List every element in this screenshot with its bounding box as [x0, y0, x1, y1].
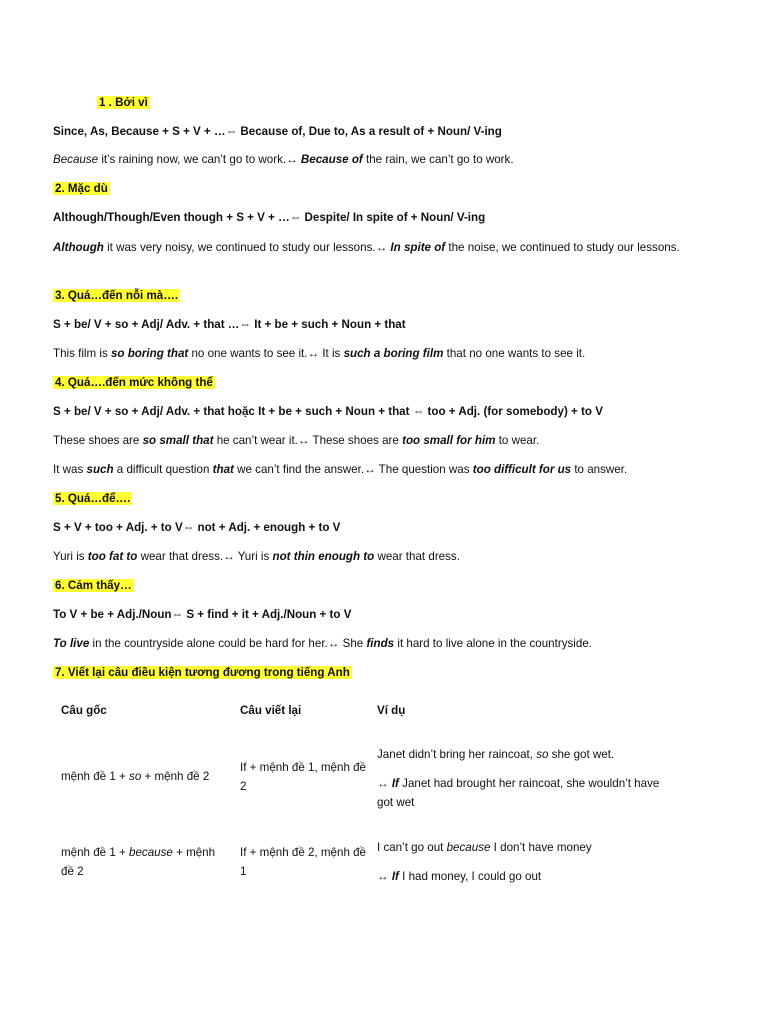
heading-1: 1 . Bởi vì: [99, 96, 148, 109]
table-row2-rewrite: If + mệnh đề 2, mệnh đề 1: [240, 846, 367, 878]
heading-7: 7. Viết lại câu điều kiện tương đương trong tiếng Anh: [55, 666, 350, 679]
table-row1-example2: ↔ If Janet had brought her raincoat, she wouldn’t have got wet: [377, 777, 660, 809]
example-2: Although it was very noisy, we continued to study our lessons.↔ In spite of the noise, we continued to study our lessons.: [53, 241, 680, 254]
formula-5: S + V + too + Adj. + to V⇔ not + Adj. + enough + to V: [53, 521, 341, 534]
table-row2-original: mệnh đề 1 + because + mệnh đề 2: [61, 846, 216, 878]
heading-3: 3. Quá…đến nỗi mà….: [55, 289, 179, 302]
example-1: Because it’s raining now, we can’t go to work.↔ Because of the rain, we can’t go to work.: [53, 153, 514, 166]
heading-6: 6. Cảm thấy…: [55, 579, 132, 592]
table-row2-example1: I can’t go out because I don’t have money: [377, 841, 592, 854]
table-header-original: Câu gốc: [61, 704, 107, 717]
formula-4: S + be/ V + so + Adj/ Adv. + that hoặc It + be + such + Noun + that ⇔ too + Adj. (for somebody) + to V: [53, 405, 603, 418]
heading-5: 5. Quá…để….: [55, 492, 131, 505]
formula-3: S + be/ V + so + Adj/ Adv. + that …⇔ It + be + such + Noun + that: [53, 318, 406, 331]
example-3: This film is so boring that no one wants to see it.↔ It is such a boring film that no one wants to see it.: [53, 347, 586, 360]
heading-2: 2. Mặc dù: [55, 182, 108, 195]
table-row2-example2: ↔ If I had money, I could go out: [377, 870, 542, 883]
example-4a: These shoes are so small that he can’t wear it.↔ These shoes are too small for him to wear.: [53, 434, 540, 447]
formula-1: Since, As, Because + S + V + …⇔ Because of, Due to, As a result of + Noun/ V-ing: [53, 125, 502, 138]
example-4b: It was such a difficult question that we can’t find the answer.↔ The question was too difficult for us to answer.: [53, 463, 628, 476]
formula-6: To V + be + Adj./Noun⇔ S + find + it + Adj./Noun + to V: [53, 608, 352, 621]
table-row1-rewrite: If + mệnh đề 1, mệnh đề 2: [240, 761, 367, 793]
formula-2: Although/Though/Even though + S + V + …⇔ Despite/ In spite of + Noun/ V-ing: [53, 211, 486, 224]
table-header-rewrite: Câu viết lại: [240, 704, 302, 717]
example-6: To live in the countryside alone could be hard for her.↔ She finds it hard to live alone in the countryside.: [53, 637, 592, 650]
table-row1-original: mệnh đề 1 + so + mệnh đề 2: [61, 770, 210, 783]
example-5: Yuri is too fat to wear that dress.↔ Yuri is not thin enough to wear that dress.: [53, 550, 460, 563]
heading-4: 4. Quá….đến mức không thể: [55, 376, 213, 389]
table-row1-example1: Janet didn’t bring her raincoat, so she got wet.: [377, 748, 615, 761]
table-header-example: Ví dụ: [377, 704, 406, 717]
